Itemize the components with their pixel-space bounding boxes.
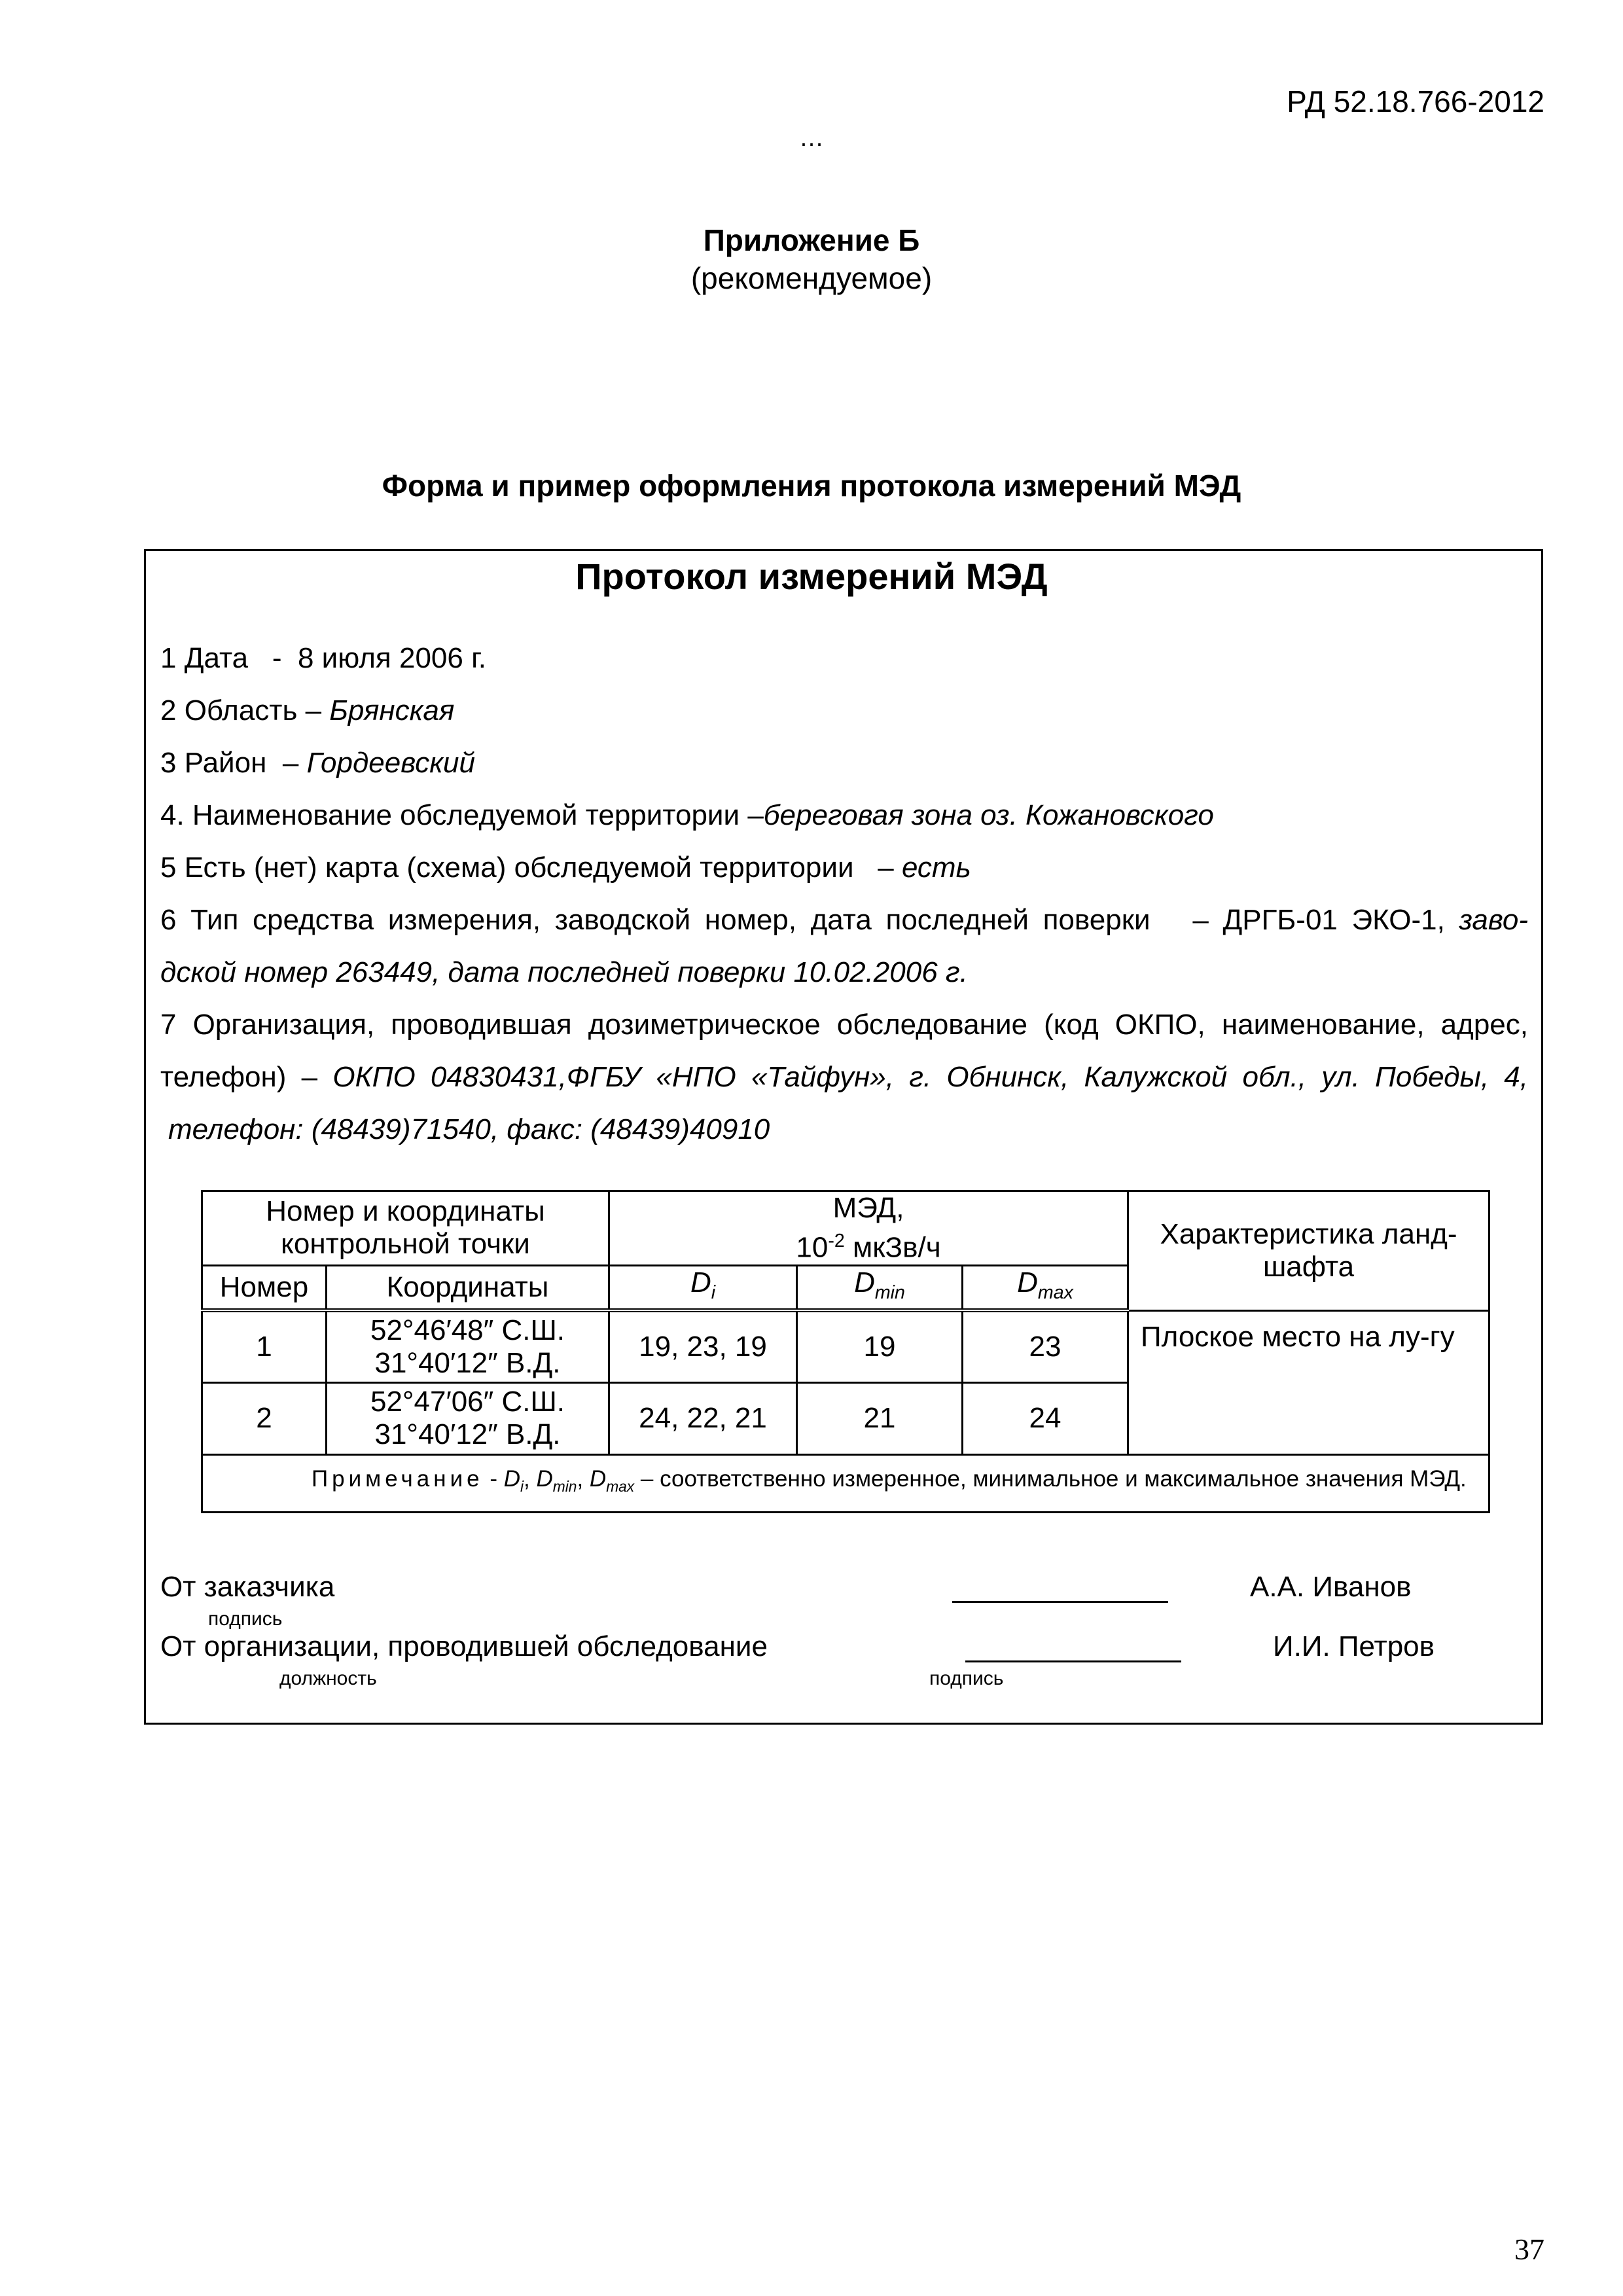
row-dmin: 19 bbox=[797, 1310, 963, 1382]
item-district-label: 3 Район bbox=[160, 747, 267, 779]
customer-signature-line bbox=[952, 1601, 1168, 1603]
note-text: – соответственно измеренное, минимальное и максимальное значения МЭД. bbox=[634, 1465, 1467, 1492]
protocol-item-date bbox=[160, 642, 1528, 675]
row-number: 1 bbox=[202, 1310, 327, 1382]
protocol-item-organization-line1 bbox=[160, 1009, 1528, 1041]
customer-label: От заказчика bbox=[160, 1571, 335, 1603]
document-code: РД 52.18.766-2012 bbox=[1287, 84, 1544, 118]
row-dmax: 24 bbox=[963, 1382, 1128, 1454]
protocol-title: Протокол измерений МЭД bbox=[575, 556, 1048, 597]
item-organization-value-a: ОКПО 04830431,ФГБУ «НПО «Тайфун», г. Обнинск, Калужской обл., ул. Победы, 4, bbox=[332, 1061, 1528, 1093]
item-map-label: 5 Есть (нет) карта (схема) обследуемой территории bbox=[160, 852, 854, 884]
item-region-value: Брянская bbox=[329, 694, 455, 726]
note-word: Примечание bbox=[312, 1465, 484, 1492]
form-title: Форма и пример оформления протокола измерений МЭД bbox=[382, 469, 1241, 503]
row-dmin: 21 bbox=[797, 1382, 963, 1454]
customer-name: А.А. Иванов bbox=[1250, 1571, 1412, 1603]
protocol-item-organization-line2 bbox=[160, 1061, 1528, 1094]
item-territory-label: 4. Наименование обследуемой территории – bbox=[160, 799, 764, 831]
table-row bbox=[202, 1310, 1489, 1382]
item-district-dash: – bbox=[282, 747, 299, 779]
customer-signature-caption: подпись bbox=[208, 1608, 283, 1630]
protocol-item-organization-line3 bbox=[168, 1113, 1536, 1146]
header-dmin: $D_{min}$ bbox=[797, 1265, 963, 1310]
header-di: $D_i$ bbox=[609, 1265, 797, 1310]
header-number: Номер bbox=[202, 1265, 327, 1310]
item-organization-label-b: телефон) – bbox=[160, 1061, 318, 1093]
table-note: Примечание - $D_i$, $D_{min}$, $D_{max}$ – соответственно измеренное, минимальное и максимальное значения МЭД. bbox=[202, 1454, 1489, 1512]
protocol-item-map bbox=[160, 852, 1528, 884]
item-instrument-device: ДРГБ-01 ЭКО-1, bbox=[1222, 904, 1445, 936]
protocol-item-instrument-line1 bbox=[160, 904, 1528, 937]
organization-label: От организации, проводившей обследование bbox=[160, 1630, 768, 1662]
page-number: 37 bbox=[1514, 2233, 1544, 2266]
row-di: 19, 23, 19 bbox=[609, 1310, 797, 1382]
row-coordinates: 52°46′48″ С.Ш. 31°40′12″ В.Д. bbox=[327, 1310, 609, 1382]
organization-signature-caption: подпись bbox=[929, 1668, 1004, 1689]
row-coordinates: 52°47′06″ С.Ш. 31°40′12″ В.Д. bbox=[327, 1382, 609, 1454]
protocol-item-region bbox=[160, 694, 1528, 727]
item-instrument-dash: – bbox=[1192, 904, 1209, 936]
item-instrument-value-b: дской номер 263449, дата последней поверки 10.02.2006 г. bbox=[160, 956, 968, 988]
item-date-value: 8 июля 2006 г. bbox=[297, 642, 486, 674]
item-date-label: 1 Дата bbox=[160, 642, 249, 674]
item-region-label: 2 Область – bbox=[160, 694, 322, 726]
item-map-dash: – bbox=[878, 852, 894, 884]
organization-name: И.И. Петров bbox=[1273, 1630, 1435, 1662]
header-coordinates: Координаты bbox=[327, 1265, 609, 1310]
item-instrument-label: 6 Тип средства измерения, заводской номер, дата последней поверки bbox=[160, 904, 1150, 936]
organization-position-caption: должность bbox=[279, 1668, 377, 1689]
item-date-separator: - bbox=[272, 642, 282, 674]
item-organization-label-a: 7 Организация, проводившая дозиметрическое обследование (код ОКПО, наименование, адрес, bbox=[160, 1009, 1528, 1041]
item-organization-value-b: телефон: (48439)71540, факс: (48439)40910 bbox=[168, 1113, 770, 1145]
item-instrument-value-a: заво- bbox=[1459, 904, 1528, 936]
organization-signature-line bbox=[965, 1660, 1181, 1662]
item-district-value: Гордеевский bbox=[306, 747, 475, 779]
item-map-value: есть bbox=[901, 852, 971, 884]
appendix-title: Приложение Б bbox=[703, 223, 920, 257]
header-landscape: Характеристика ланд-шафта bbox=[1128, 1191, 1489, 1311]
header-dose-rate: МЭД, $10^{-2}$ мкЗв/ч bbox=[609, 1191, 1128, 1266]
table-header-row bbox=[202, 1191, 1489, 1266]
table-note-row bbox=[202, 1454, 1489, 1512]
ellipsis-mark: … bbox=[799, 124, 824, 152]
row-dmax: 23 bbox=[963, 1310, 1128, 1382]
header-control-point: Номер и координаты контрольной точки bbox=[202, 1191, 609, 1266]
protocol-item-territory bbox=[160, 799, 1528, 832]
protocol-item-district bbox=[160, 747, 1528, 780]
protocol-item-instrument-line2 bbox=[160, 956, 1528, 989]
row-number: 2 bbox=[202, 1382, 327, 1454]
row-di: 24, 22, 21 bbox=[609, 1382, 797, 1454]
measurements-table bbox=[201, 1190, 1490, 1513]
item-territory-value: береговая зона оз. Кожановского bbox=[763, 799, 1214, 831]
header-dmax: $D_{max}$ bbox=[963, 1265, 1128, 1310]
appendix-subtitle: (рекомендуемое) bbox=[690, 261, 933, 295]
landscape-value: Плоское место на лу-гу bbox=[1128, 1310, 1489, 1454]
